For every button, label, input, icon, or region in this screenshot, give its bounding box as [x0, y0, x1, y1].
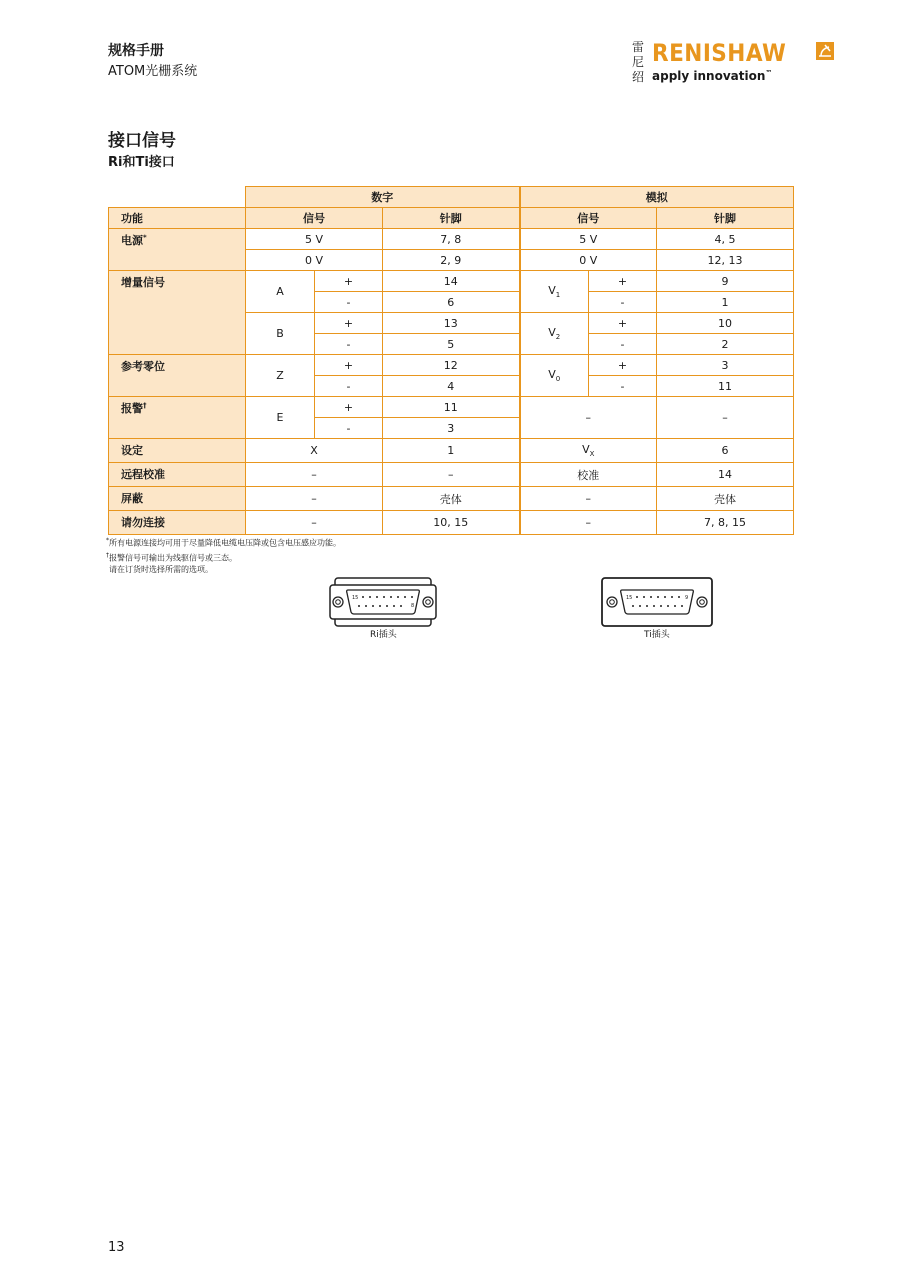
ri-pin-right: 8	[411, 603, 415, 609]
alarm-footnote-mark: †	[143, 401, 147, 410]
cell: 壳体	[383, 487, 520, 511]
cell: 校准	[520, 463, 657, 487]
section-title: 接口信号	[108, 131, 176, 151]
table-row	[109, 355, 794, 376]
cell	[520, 355, 589, 397]
cell: 14	[657, 463, 794, 487]
cell: –	[520, 487, 657, 511]
cell: +	[315, 271, 383, 292]
row-label-incremental: 增量信号	[109, 271, 246, 355]
cell: 3	[657, 355, 794, 376]
col-function: 功能	[109, 208, 246, 229]
cell: 7, 8, 15	[657, 511, 794, 535]
cell: 7, 8	[383, 229, 520, 250]
cell: 11	[383, 397, 520, 418]
cell: 2, 9	[383, 250, 520, 271]
col-analog-pin: 针脚	[657, 208, 794, 229]
cell: -	[315, 376, 383, 397]
table-row	[109, 511, 794, 535]
cell: 3	[383, 418, 520, 439]
ri-connector-label: Ri插头	[370, 630, 397, 640]
cell: 4	[383, 376, 520, 397]
cell: 13	[383, 313, 520, 334]
cell: 14	[383, 271, 520, 292]
v2-subscript: 2	[555, 333, 561, 341]
ti-pin-left: 15	[626, 595, 633, 601]
alarm-label: 报警	[121, 402, 143, 415]
doc-subtitle: ATOM光栅系统	[108, 64, 198, 79]
cell: E	[246, 397, 315, 439]
cell: +	[315, 397, 383, 418]
table-row	[109, 397, 794, 418]
cell: Z	[246, 355, 315, 397]
row-label-setup: 设定	[109, 439, 246, 463]
table-group-header-row	[109, 187, 794, 208]
v2-signal: V	[548, 326, 556, 339]
col-digital-pin: 针脚	[383, 208, 520, 229]
table-column-header-row	[109, 208, 794, 229]
cell: –	[246, 487, 383, 511]
footnote-2-mark: †	[106, 551, 109, 559]
cell: +	[589, 313, 657, 334]
cell: –	[520, 511, 657, 535]
cell: 0 V	[520, 250, 657, 271]
cell: 6	[657, 439, 794, 463]
cell: +	[315, 355, 383, 376]
cell	[520, 313, 589, 355]
cell: 9	[657, 271, 794, 292]
logo-tm: ™	[765, 69, 773, 77]
v0-signal: V	[548, 368, 556, 381]
cell	[520, 439, 657, 463]
v1-signal: V	[548, 284, 556, 297]
ri-connector-icon	[327, 577, 439, 627]
renishaw-logo	[632, 40, 842, 90]
group-digital: 数字	[246, 187, 520, 208]
cell: 1	[657, 292, 794, 313]
vx-subscript: X	[589, 450, 595, 458]
footnote-1	[106, 535, 341, 550]
col-analog-signal: 信号	[520, 208, 657, 229]
cell: –	[657, 397, 794, 439]
cell: 5 V	[246, 229, 383, 250]
cell: -	[589, 376, 657, 397]
logo-chinese: 雷尼绍	[632, 40, 645, 84]
group-analog: 模拟	[520, 187, 794, 208]
row-label-reference: 参考零位	[109, 355, 246, 397]
table-row	[109, 229, 794, 250]
cell: X	[246, 439, 383, 463]
cell: –	[383, 463, 520, 487]
doc-title: 规格手册	[108, 43, 164, 59]
page-number: 13	[108, 1240, 125, 1255]
footnote-3: 请在订货时选择所需的选项。	[109, 565, 213, 575]
cell: -	[315, 292, 383, 313]
logo-tagline	[652, 69, 772, 83]
table-row	[109, 271, 794, 292]
footnote-2-text: 报警信号可输出为线驱信号或三态。	[109, 553, 237, 563]
cell: +	[315, 313, 383, 334]
cell: 壳体	[657, 487, 794, 511]
table-row	[109, 439, 794, 463]
cell: 2	[657, 334, 794, 355]
row-label-power	[109, 229, 246, 271]
ti-connector-label: Ti插头	[644, 630, 670, 640]
cell: -	[315, 334, 383, 355]
cell: 11	[657, 376, 794, 397]
cell	[520, 271, 589, 313]
cell: 12, 13	[657, 250, 794, 271]
cell: +	[589, 355, 657, 376]
footnote-2	[106, 550, 341, 565]
cell: 5 V	[520, 229, 657, 250]
logo-tagline-text: apply innovation	[652, 69, 766, 83]
cell: -	[589, 292, 657, 313]
footnote-1-mark: *	[106, 537, 109, 544]
col-digital-signal: 信号	[246, 208, 383, 229]
cell: -	[589, 334, 657, 355]
cell: 0 V	[246, 250, 383, 271]
v1-subscript: 1	[555, 291, 561, 299]
vx-signal: V	[582, 443, 590, 456]
cell: +	[589, 271, 657, 292]
cell: B	[246, 313, 315, 355]
ti-connector-icon	[601, 577, 713, 627]
power-footnote-mark: *	[143, 233, 147, 242]
row-label-alarm	[109, 397, 246, 439]
power-label: 电源	[121, 234, 143, 247]
row-label-shield: 屏蔽	[109, 487, 246, 511]
row-label-no-connect: 请勿连接	[109, 511, 246, 535]
cell: 12	[383, 355, 520, 376]
blank-corner	[109, 187, 246, 208]
cell: 5	[383, 334, 520, 355]
cell: 6	[383, 292, 520, 313]
table-row	[109, 487, 794, 511]
ri-pin-left: 15	[352, 595, 359, 601]
cell: 1	[383, 439, 520, 463]
cell: -	[315, 418, 383, 439]
logo-wordmark: RENISHAW	[652, 39, 787, 67]
interface-signals-table	[108, 186, 794, 535]
cell: –	[246, 463, 383, 487]
table-row	[109, 463, 794, 487]
row-label-remote-cal: 远程校准	[109, 463, 246, 487]
cell: –	[520, 397, 657, 439]
renishaw-mark-icon	[816, 42, 834, 60]
v0-subscript: 0	[555, 375, 561, 383]
cell: A	[246, 271, 315, 313]
cell: –	[246, 511, 383, 535]
cell: 10	[657, 313, 794, 334]
footnotes	[106, 535, 341, 576]
footnote-1-text: 所有电源连接均可用于尽量降低电缆电压降或包含电压感应功能。	[109, 538, 341, 548]
ti-pin-right: 9	[685, 595, 689, 601]
cell: 4, 5	[657, 229, 794, 250]
section-subtitle: Ri和Ti接口	[108, 155, 175, 170]
cell: 10, 15	[383, 511, 520, 535]
